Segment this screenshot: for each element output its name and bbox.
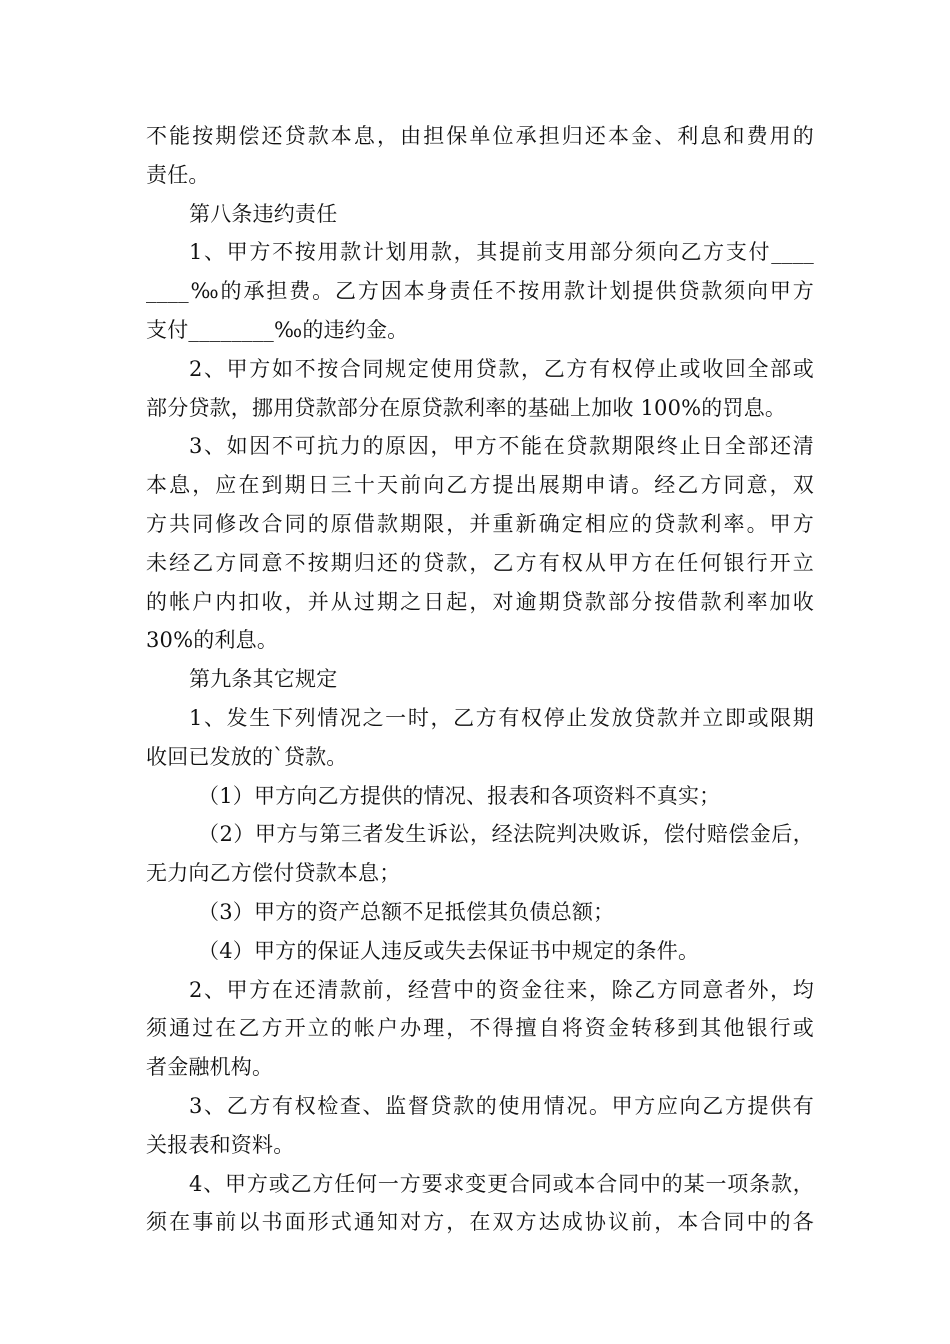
text-line: 责任。 (146, 162, 210, 187)
text-line: 不能按期偿还贷款本息，由担保单位承担归还本金、利息和费用的 (146, 124, 814, 148)
text-line: （1）甲方向乙方提供的情况、报表和各项资料不真实； (198, 783, 721, 808)
article-heading: 第八条违约责任 (189, 201, 338, 226)
text-line: 2、甲方在还清款前，经营中的资金往来，除乙方同意者外，均 (189, 977, 814, 1002)
text-line: ____‰的承担费。乙方因本身责任不按用款计划提供贷款须向甲方 (146, 279, 814, 304)
text-line: 3、乙方有权检查、监督贷款的使用情况。甲方应向乙方提供有 (189, 1093, 814, 1118)
text-line: （4）甲方的保证人违反或失去保证书中规定的条件。 (198, 938, 700, 963)
text-line: 4、甲方或乙方任何一方要求变更合同或本合同中的某一项条款， (189, 1171, 814, 1196)
article-heading: 第九条其它规定 (189, 667, 338, 692)
text-line: 未经乙方同意不按期归还的贷款，乙方有权从甲方在任何银行开立 (146, 550, 814, 575)
text-line: 须通过在乙方开立的帐户办理，不得擅自将资金转移到其他银行或 (146, 1016, 814, 1041)
text-line: （2）甲方与第三者发生诉讼，经法院判决败诉，偿付赔偿金后， (198, 822, 814, 847)
text-line: 支付________‰的违约金。 (146, 317, 409, 342)
text-line: 者金融机构。 (146, 1055, 274, 1080)
text-line: 本息，应在到期日三十天前向乙方提出展期申请。经乙方同意，双 (146, 473, 814, 498)
text-line: 2、甲方如不按合同规定使用贷款，乙方有权停止或收回全部或 (189, 356, 814, 381)
text-line: 的帐户内扣收，并从过期之日起，对逾期贷款部分按借款利率加收 (146, 589, 814, 614)
text-line: 3、如因不可抗力的原因，甲方不能在贷款期限终止日全部还清 (189, 434, 814, 459)
document-body (146, 117, 814, 1242)
text-line: 收回已发放的`贷款。 (146, 744, 348, 769)
text-line: 部分贷款，挪用贷款部分在原贷款利率的基础上加收 100%的罚息。 (146, 395, 787, 420)
text-line: 1、发生下列情况之一时，乙方有权停止发放贷款并立即或限期 (189, 705, 814, 730)
text-line: 方共同修改合同的原借款期限，并重新确定相应的贷款利率。甲方 (146, 511, 814, 536)
text-line: （3）甲方的资产总额不足抵偿其负债总额； (198, 899, 615, 924)
text-line: 30%的利息。 (146, 628, 279, 653)
text-line: 1、甲方不按用款计划用款，其提前支用部分须向乙方支付____ (189, 240, 814, 265)
text-line: 关报表和资料。 (146, 1132, 295, 1157)
text-line: 须在事前以书面形式通知对方，在双方达成协议前，本合同中的各 (146, 1210, 814, 1235)
text-line: 无力向乙方偿付贷款本息； (146, 861, 401, 886)
